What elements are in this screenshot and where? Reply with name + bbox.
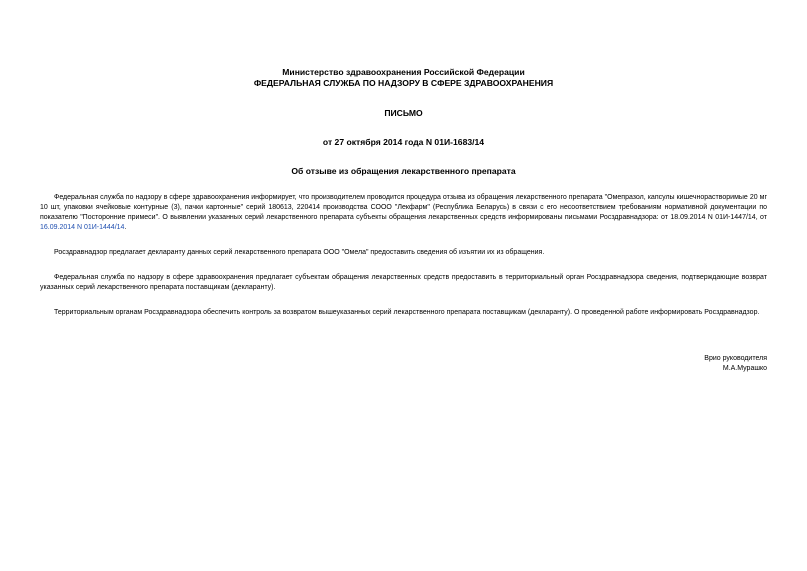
issuer-block [0,67,807,89]
document-subject: Об отзыве из обращения лекарственного препарата [291,166,516,176]
document-date: от 27 октября 2014 года N 01И-1683/14 [322,137,485,147]
paragraph-1 [40,193,767,233]
paragraph-1-end: . [124,224,127,231]
signatory-name: М.А.Мурашко [722,365,767,372]
paragraph-3: Федеральная служба по надзору в сфере здравоохранения предлагает субъектам обращения лекарственных средств предоставить в территориальный орган Росздравнадзора сведения, подтверждающие возврат указанных серий лекарственного препарата поставщикам (декларанту). [40,274,767,291]
document-type: ПИСЬМО [384,108,423,118]
signature-block [704,354,767,374]
letter-reference-link[interactable]: 16.09.2014 N 01И-1444/14 [40,224,125,231]
document-body [40,193,767,333]
paragraph-2: Росздравнадзор предлагает декларанту данных серий лекарственного препарата ООО "Омела" предоставить сведения об изъятии их из обращения. [54,249,545,256]
paragraph-1-text: Федеральная служба по надзору в сфере здравоохранения информирует, что производителем проводится процедура отзыва из обращения лекарственного препарата "Омепразол, капсулы кишечнорастворимые 20 мг 10 шт, упаковки ячейковые контурные (3), пачки картонные" серий 180613, 220414 производства СООО "Лекфарм" (Республика Беларусь) в связи с его несоответствием требованиям нормативной документации по показателю "Посторонние примеси". О выявлении указанных серий лекарственного препарата субъекты обращения лекарственных средств информированы письмами Росздравнадзора: от 18.09.2014 N 01И-1447/14, от [40,194,767,221]
signatory-position: Врио руководителя [704,355,767,362]
service-name: ФЕДЕРАЛЬНАЯ СЛУЖБА ПО НАДЗОРУ В СФЕРЕ ЗДРАВООХРАНЕНИЯ [253,78,554,88]
paragraph-4: Территориальным органам Росздравнадзора обеспечить контроль за возвратом вышеуказанных серий лекарственного препарата поставщикам (декларанту). О проведенной работе информировать Росздравнадзор. [54,309,760,316]
ministry-name: Министерство здравоохранения Российской Федерации [282,67,525,77]
